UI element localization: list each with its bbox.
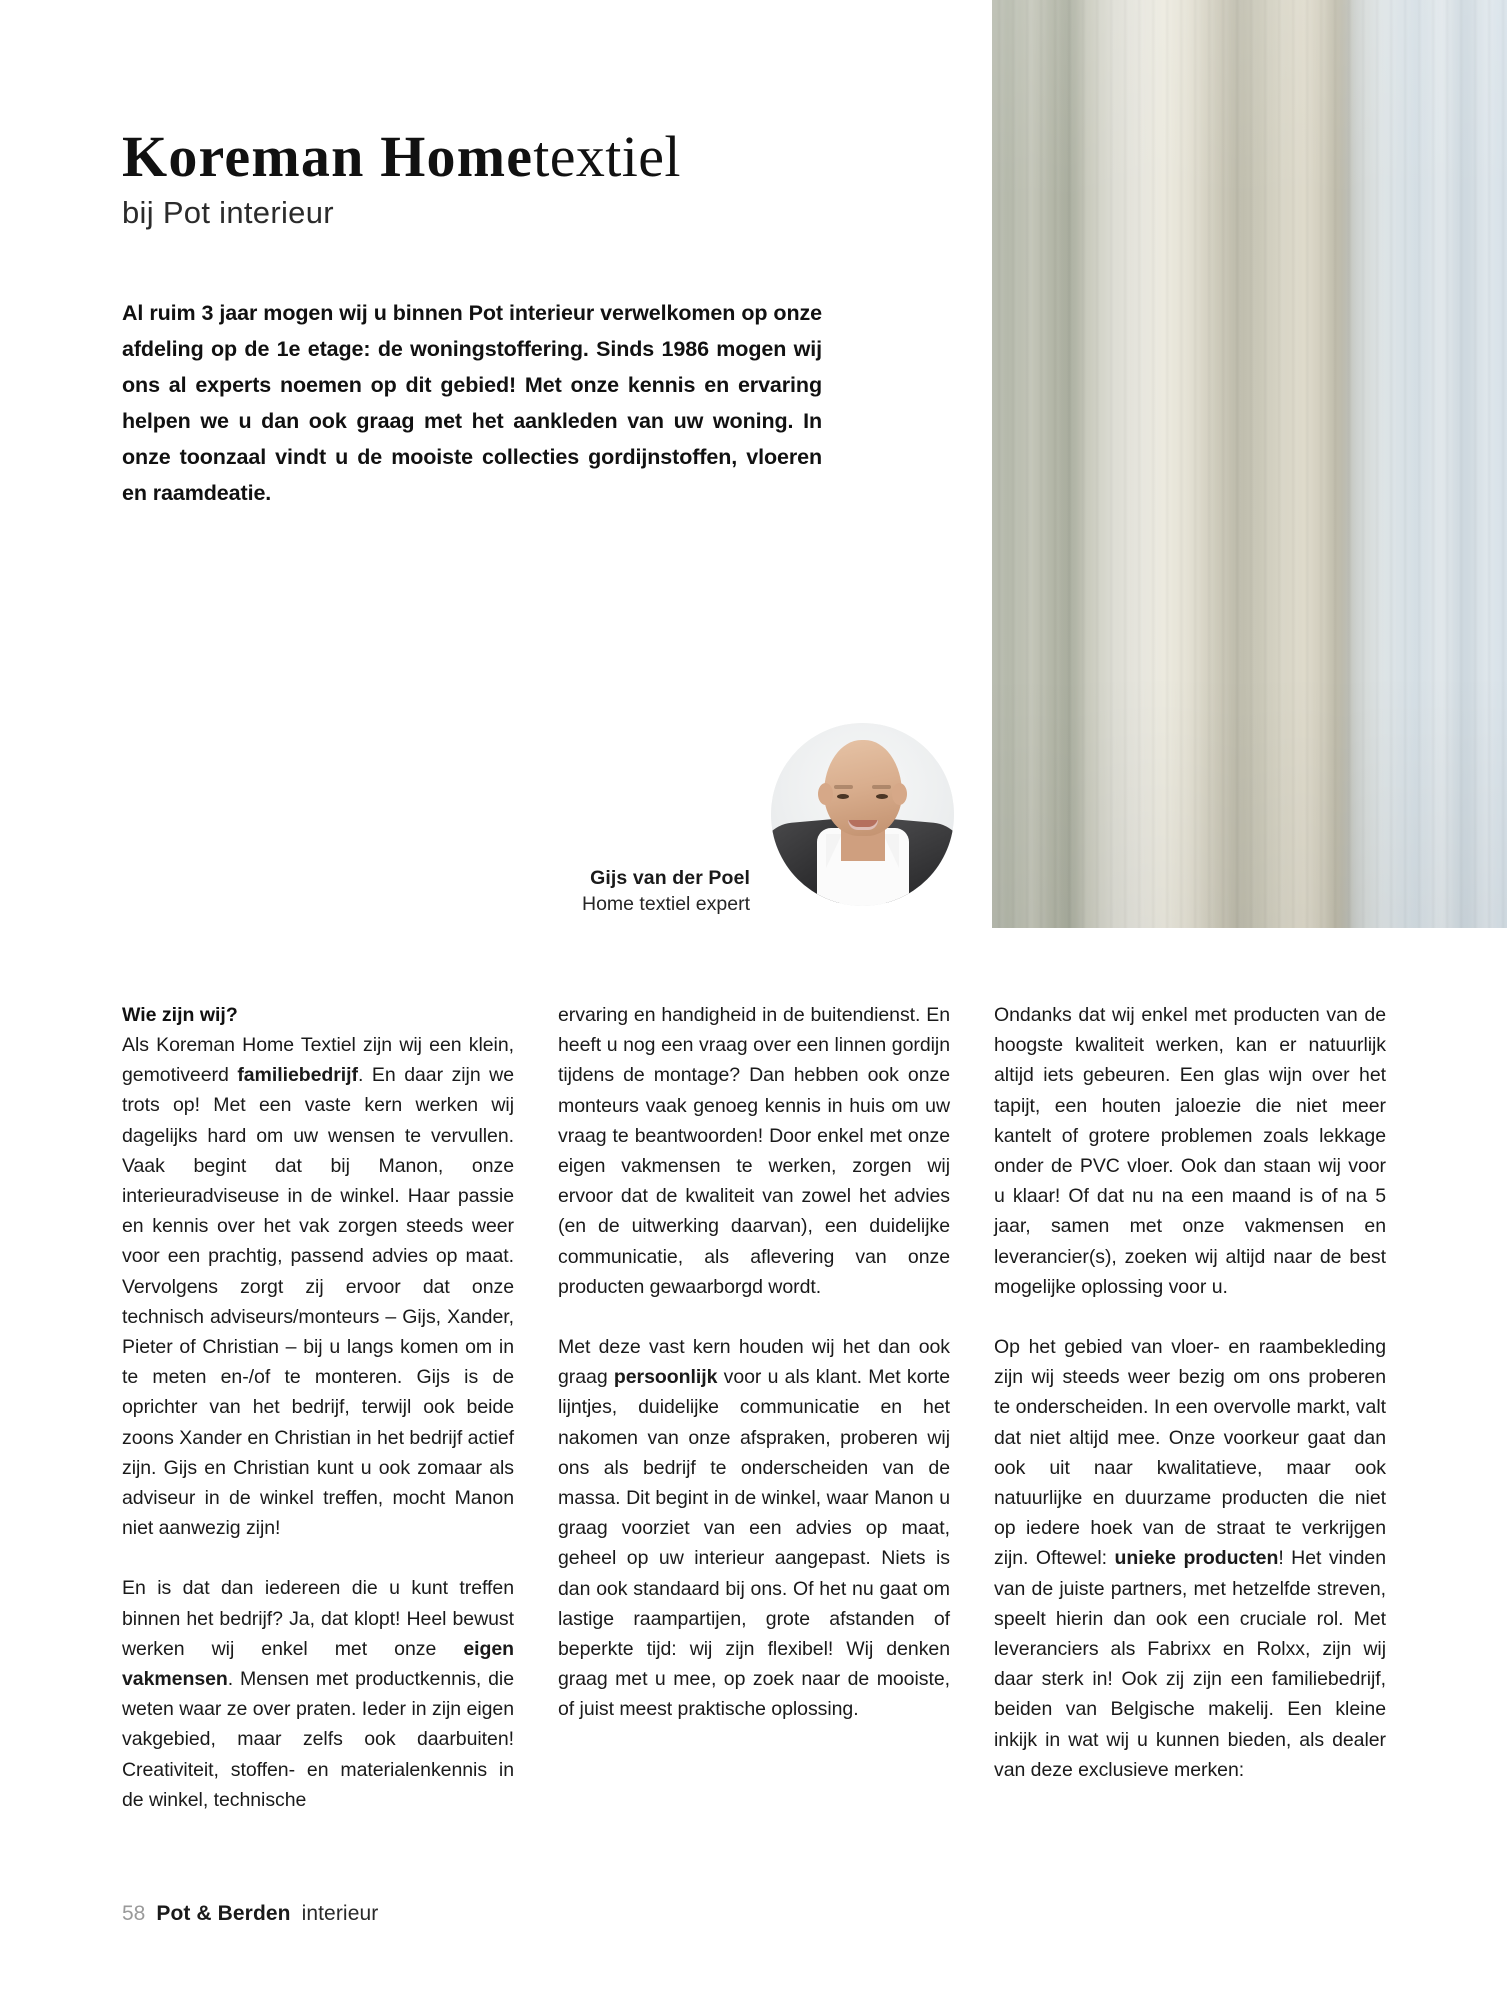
avatar-eye-left: [837, 794, 849, 799]
paragraph-part: voor u als klant. Met korte lijntjes, duidelijke communicatie en het nakomen van onze afspraken, proberen wij ons als bedrijf te onderscheiden van de massa. Dit begint in de winkel, waar Manon u graag voorziet van een advies op maat, geheel op uw interieur aangepast. Niets is dan ook standaard bij ons. Of het nu gaat om lastige raampartijen, grote afstanden of beperkte tijd: wij zijn flexibel! Wij denken graag met u mee, op zoek naar de mooiste, of juist meest praktische oplossing.: [558, 1366, 950, 1721]
paragraph: Ondanks dat wij enkel met producten van de hoogste kwaliteit werken, kan er natuurlijk altijd iets gebeuren. Een glas wijn over het tapijt, een houten jaloezie die niet meer kantelt of grotere problemen zoals lekkage onder de PVC vloer. Ook dan staan wij voor u klaar! Of dat nu na een maand is of na 5 jaar, samen met onze vakmensen en leverancier(s), zoeken wij altijd naar de best mogelijke oplossing voor u.: [994, 1004, 1386, 1298]
page-number: 58: [122, 1902, 146, 1925]
avatar-ear-right: [892, 783, 907, 805]
paragraph-emphasis: persoonlijk: [613, 1366, 718, 1389]
article-title-block: [122, 126, 822, 232]
paragraph-part: Met deze vast kern houden wij het dan ook graag: [558, 1336, 950, 1389]
avatar: [771, 723, 954, 906]
avatar-eye-right: [876, 794, 888, 799]
section-heading-who-we-are: Wie zijn wij?: [122, 1004, 238, 1026]
paragraph-emphasis: eigen vakmensen: [122, 1637, 514, 1691]
avatar-role: Home textiel expert: [582, 893, 750, 915]
paragraph: [994, 1332, 1386, 1785]
article-body-columns: [122, 1000, 1385, 1815]
hero-curtain-photo: [992, 0, 1507, 928]
lead-text: Al ruim 3 jaar mogen wij u binnen Pot interieur verwelkomen op onze afdeling op de 1e etage: de woningstoffering. Sinds 1986 mogen wij ons al experts noemen op dit gebied! Met onze kennis en ervaring helpen we u dan ook graag met het aankleden van uw woning. In onze toonzaal vindt u de mooiste collecties gordijnstoffen, vloeren en raamdeatie.: [122, 301, 822, 505]
avatar-caption: [430, 865, 750, 918]
paragraph-part: Als Koreman Home Textiel zijn wij een klein, gemotiveerd: [122, 1034, 514, 1087]
avatar-ear-left: [818, 783, 833, 805]
paragraph-part: En is dat dan iedereen die u kunt treffen binnen het bedrijf? Ja, dat klopt! Heel bewust werken wij enkel met onze: [122, 1577, 514, 1660]
paragraph-part: . Mensen met productkennis, die weten waar ze over praten. Ieder in zijn eigen vakgebied, maar zelfs ook daarbuiten! Creativiteit, stoffen- en materialenkennis in de winkel, technische: [122, 1668, 514, 1811]
lead-paragraph: [122, 295, 822, 511]
magazine-subtitle: interieur: [301, 1902, 379, 1925]
paragraph: [122, 1573, 514, 1815]
avatar-name: Gijs van der Poel: [590, 867, 750, 889]
avatar-collar-right: [883, 834, 899, 868]
magazine-title: Pot & Berden: [156, 1902, 291, 1925]
body-column-1: [122, 1000, 514, 1815]
avatar-brow-right: [872, 785, 891, 789]
avatar-mouth: [848, 820, 878, 830]
avatar-brow-left: [834, 785, 853, 789]
paragraph-part: ! Het vinden van de juiste partners, met hetzelfde streven, speelt hierin dan ook een cruciale rol. Met leveranciers als Fabrixx en Rolxx, zijn wij daar sterk in! Ook zij zijn een familiebedrijf, beiden van Belgische makelij. Een kleine inkijk in wat wij u kunnen bieden, als dealer van deze exclusieve merken:: [994, 1547, 1386, 1781]
body-column-3: [994, 1000, 1386, 1815]
paragraph: [558, 1332, 950, 1725]
paragraph-emphasis: familiebedrijf: [237, 1064, 358, 1087]
paragraph: ervaring en handigheid in de buitendienst. En heeft u nog een vraag over een linnen gordijn tijdens de montage? Dan hebben ook onze monteurs vaak genoeg kennis in huis om uw vraag te beantwoorden! Door enkel met onze eigen vakmensen te werken, zorgen wij ervoor dat de kwaliteit van zowel het advies (en de uitwerking daarvan), een duidelijke communicatie, als aflevering van onze producten gewaarborgd wordt.: [558, 1004, 950, 1298]
headline-brand: Koreman Home: [122, 124, 534, 189]
paragraph-emphasis: unieke producten: [1114, 1547, 1279, 1570]
paragraph-part: Op het gebied van vloer- en raambekleding zijn wij steeds weer bezig om ons proberen te onderscheiden. In een overvolle markt, valt dat niet altijd mee. Onze voorkeur gaat dan ook uit naar kwalitatieve, maar ook natuurlijke en duurzame producten die niet op iedere hoek van de straat te verkrijgen zijn. Oftewel:: [994, 1336, 1386, 1570]
page-footer: [122, 1901, 378, 1927]
page-title: [122, 126, 822, 188]
paragraph: [122, 1030, 514, 1543]
body-column-2: [558, 1000, 950, 1815]
headline-light: textiel: [533, 124, 681, 189]
curtain-vertical-shading: [992, 0, 1507, 928]
page-subtitle: bij Pot interieur: [122, 195, 334, 230]
paragraph-part: . En daar zijn we trots op! Met een vaste kern werken wij dagelijks hard om uw wensen te vervullen. Vaak begint dat bij Manon, onze interieuradviseuse in de winkel. Haar passie en kennis over het vak zorgen steeds weer voor een prachtig, passend advies op maat. Vervolgens zorgt zij ervoor dat onze technisch adviseurs/monteurs – Gijs, Xander, Pieter of Christian – bij u langs komen om in te meten en-/of te monteren. Gijs is de oprichter van het bedrijf, terwijl ook beide zoons Xander en Christian in het bedrijf actief zijn. Gijs en Christian kunt u ook zomaar als adviseur in de winkel treffen, mocht Manon niet aanwezig zijn!: [122, 1064, 515, 1540]
